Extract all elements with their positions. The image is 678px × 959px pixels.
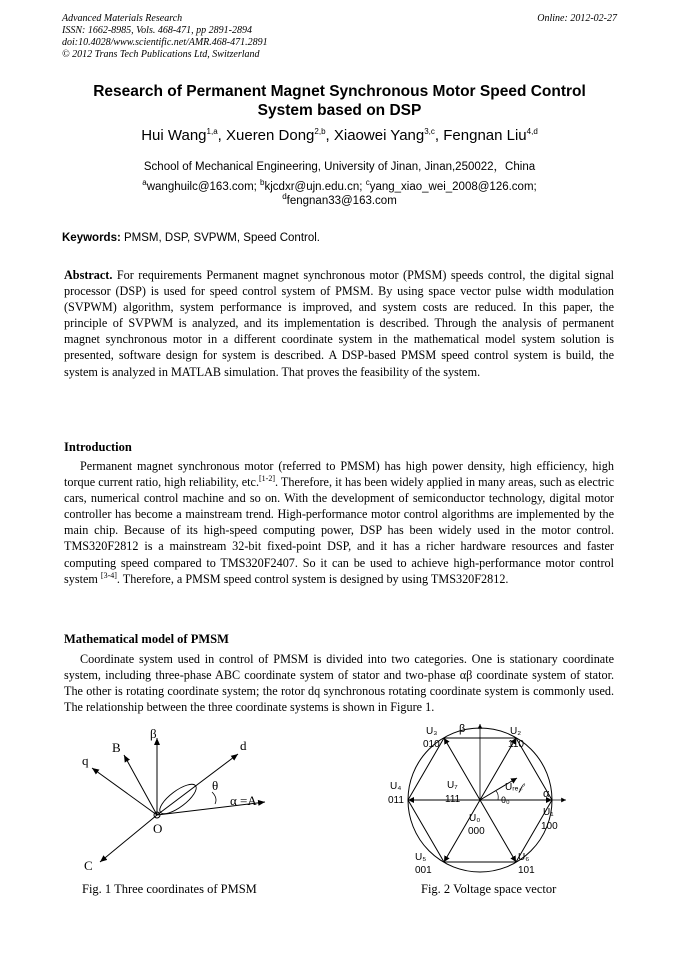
label-u0: U₀ xyxy=(469,813,481,824)
author-emails: $^a$wanghuilc@163.com; $^b$kjcdxr@ujn.edu.cn; $^c$yang_xiao_wei_2008@126.com; $^d$fengnan33@163.com xyxy=(142,178,537,207)
citation[interactable]: [3-4] xyxy=(100,570,117,580)
label-b: B xyxy=(112,740,121,755)
section-heading-math-model: Mathematical model of PMSM xyxy=(64,632,229,646)
issn: ISSN: 1662-8985, Vols. 468-471, pp 2891-2894 xyxy=(62,25,252,36)
figure-1-caption: Fig. 1 Three coordinates of PMSM xyxy=(82,882,257,896)
vector-u6 xyxy=(480,800,516,862)
label-alpha-a: α =A xyxy=(230,793,257,808)
label-110: 110 xyxy=(508,739,524,750)
online-date: Online: 2012-02-27 xyxy=(537,13,617,24)
doi[interactable]: doi:10.4028/www.scientific.net/AMR.468-471.2891 xyxy=(62,37,268,48)
author: Hui Wang xyxy=(141,127,207,144)
label-u5: U₅ xyxy=(415,852,427,863)
label-q: q xyxy=(82,753,89,768)
label-theta0: θ₀ xyxy=(501,795,510,805)
email-link[interactable]: wanghuilc@163.com; xyxy=(146,181,257,193)
label-d: d xyxy=(240,738,247,753)
figure-2-caption: Fig. 2 Voltage space vector xyxy=(421,882,557,896)
label-u4: U₄ xyxy=(390,781,402,792)
abstract xyxy=(64,267,614,380)
label-010: 010 xyxy=(423,739,440,750)
label-alpha: α xyxy=(543,788,550,800)
figure-2-voltage-space-vector xyxy=(383,720,573,880)
label-001: 001 xyxy=(415,865,432,876)
label-theta: θ xyxy=(212,778,219,793)
d-axis xyxy=(157,754,238,815)
label-100: 100 xyxy=(541,821,558,832)
author: Xueren Dong xyxy=(226,127,315,144)
label-000: 000 xyxy=(468,826,485,837)
theta0-arc xyxy=(496,791,498,800)
abstract-label: Abstract. xyxy=(64,268,113,282)
label-beta: β xyxy=(150,726,157,741)
label-c: C xyxy=(84,858,93,873)
label-o: O xyxy=(153,821,163,836)
journal-name: Advanced Materials Research xyxy=(62,13,183,24)
c-axis xyxy=(100,815,157,862)
citation[interactable]: [1-2] xyxy=(259,474,276,484)
label-beta: β xyxy=(459,723,466,735)
email-link[interactable]: kjcdxr@ujn.edu.cn; xyxy=(264,181,363,193)
section-heading-introduction: Introduction xyxy=(64,440,132,454)
paper-title: Research of Permanent Magnet Synchronous Motor Speed Control System based on DSP xyxy=(93,83,586,119)
label-011: 011 xyxy=(388,795,404,806)
copyright: © 2012 Trans Tech Publications Ltd, Switzerland xyxy=(62,49,260,60)
author: Xiaowei Yang xyxy=(333,127,425,144)
label-u1: U₁ xyxy=(543,807,554,818)
author: Fengnan Liu xyxy=(443,127,527,144)
b-axis xyxy=(124,755,157,815)
journal-header xyxy=(62,13,617,61)
label-u2: U₂ xyxy=(510,726,522,737)
introduction-body: Permanent magnet synchronous motor (referred to PMSM) has high power density, high efficiency, high torque current ratio, high reliability, etc.[1-2]. Therefore, it has been widely applied in many areas, such as electric cars, numerical control machine and so on. With the development of semiconductor technology, digital motor controller has become a mainstream trend. High-performance motor control algorithms are implemented by the main chip. Because of its high-speed computing power, DSP has been widely used in the motor control. TMS320F2812 is a mainstream 32-bit fixed-point DSP, and it has a richer hardware resources and faster computing speed compared to TMS320F2407. So it can be used to achieve high-performance motor control system [3-4]. Therefore, a PMSM speed control system is designed by using TMS320F2812. xyxy=(64,459,614,586)
keywords-label: Keywords: xyxy=(62,232,121,244)
math-model-body: Coordinate system used in control of PMSM is divided into two categories. One is stationary coordinate system, including three-phase ABC coordinate system of stator and two-phase αβ coordinate system of stator. The other is rotating coordinate system; the rotor dq synchronous rotating coordinate system is commonly used. The relationship between the three coordinate systems is shown in Figure 1. xyxy=(64,652,614,715)
q-axis xyxy=(92,768,157,815)
author-list: Hui Wang$^{1,a}$, Xueren Dong$^{2,b}$, Xiaowei Yang$^{3,c}$, Fengnan Liu$^{4,d}$ xyxy=(141,127,538,144)
label-u3: U₃ xyxy=(426,726,438,737)
label-111: 111 xyxy=(445,794,461,805)
affiliation: School of Mechanical Engineering, University of Jinan, Jinan,250022，China xyxy=(143,161,536,173)
email-link[interactable]: yang_xiao_wei_2008@126.com; xyxy=(369,181,537,193)
abstract-text: For requirements Permanent magnet synchronous motor (PMSM) speeds control, the digital signal processor (DSP) is used for speed control system of PMSM. By using space vector pulse width modulation (SVPWM) algorithm, system performance is improved, and system costs are reduced. In this paper, the principle of SVPWM is analyzed, and its implementation is described. Through the analysis of permanent magnet synchronous motor in a different coordinate system in the mathematical model system solution is presented, software design for system is described. A DSP-based PMSM speed control system is build, the system is analyzed in MATLAB simulation. That proves the feasibility of the system. xyxy=(64,268,614,379)
figure-1-coordinates xyxy=(60,720,290,880)
label-uref: Uᵣₑ𝒻 xyxy=(505,782,523,793)
label-u7: U₇ xyxy=(447,780,458,791)
label-u6: U₆ xyxy=(518,852,530,863)
label-101: 101 xyxy=(518,865,535,876)
email-link[interactable]: fengnan33@163.com xyxy=(286,195,397,207)
theta-arc xyxy=(212,792,216,804)
keywords xyxy=(62,232,617,244)
keywords-text: PMSM, DSP, SVPWM, Speed Control. xyxy=(124,232,320,244)
